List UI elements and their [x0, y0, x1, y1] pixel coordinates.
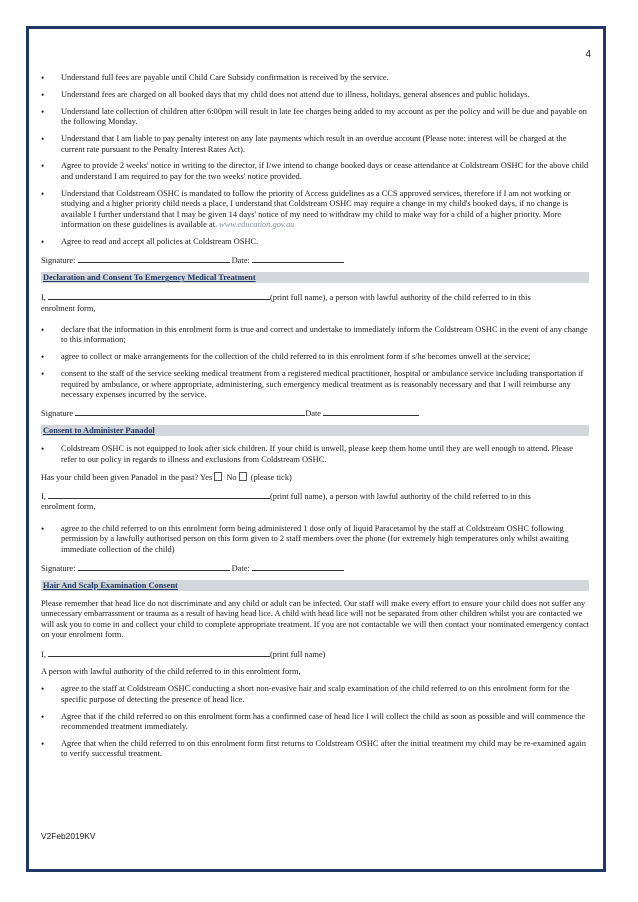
guidelines-link[interactable]: www.education.gov.au [219, 219, 295, 229]
list-item: • Understand that I am liable to pay penalty interest on any late payments which result in an overdue account (Please note: interest will be charged at the current rate pursuant to the Penalty Interest Rates Act). [41, 134, 589, 155]
list-item: • Agree to read and accept all policies at Coldstream OSHC. [41, 237, 589, 247]
list-item: • Understand full fees are payable until Child Care Subsidy confirmation is received by the service. [41, 73, 589, 83]
section-heading: Declaration and Consent To Emergency Medical Treatment [43, 273, 256, 283]
signature-label: Signature: [41, 255, 76, 265]
tick-note: (please tick) [250, 472, 292, 482]
fees-terms-list [41, 73, 589, 247]
signature-label: Signature [41, 408, 74, 418]
date-field[interactable] [252, 562, 344, 571]
list-item: • Understand late collection of children after 6:00pm will result in late fee charges being added to my account as per the policy and will be due and payable on the following Monday. [41, 107, 589, 128]
list-item: • Agree that if the child referred to on this enrolment form has a confirmed case of head lice I will collect the child as soon as possible and will commence the recommended treatment immediately. [41, 712, 589, 733]
signature-field[interactable] [78, 562, 230, 571]
question-text: Has your child been given Panadol in the past? [41, 472, 199, 482]
page-frame [26, 26, 606, 872]
no-label: No [226, 472, 237, 482]
intro-suffix: (print full name), a person with lawful authority of the child referred to in this [269, 293, 531, 303]
signature-row [41, 562, 589, 574]
list-item: • agree to the staff at Coldstream OSHC conducting a short non-evasive hair and scalp examination of the child referred to on this enrolment form for the specific purpose of detecting the presence of head lice. [41, 684, 589, 705]
panadol-question [41, 472, 589, 483]
panadol-intro [41, 490, 589, 513]
yes-checkbox[interactable] [214, 472, 222, 481]
headlice-paragraph: Please remember that head lice do not discriminate and any child or adult can be infected. Our staff will make every effort to ensure your child does not suffer any unnecessary embarrassment or trauma as a result of having head lice. A child with head lice will not be separated from other children whilst you are contacted we will ask you to come in and collect your child to complete appropriate treatment. If you are not contactable we will then contact your nominated emergency contact on your enrolment form. [41, 599, 589, 640]
intro-continued: enrolment form, [41, 303, 96, 313]
signature-row [41, 254, 589, 266]
priority-text: Understand that Coldstream OSHC is mandated to follow the priority of Access guidelines as a CCS approved services, therefore if I am not working or studying and a higher priority child needs a place, I understand that Coldstream OSHC may require a change in my child's booked days, if no change is available I further understand that I may be given 14 days' notice of my need to withdraw my child to make way for a child of a higher priority. More information on these guidelines is available at. [61, 188, 571, 229]
date-label: Date: [231, 563, 250, 573]
date-field[interactable] [323, 407, 419, 416]
list-item: • Understand fees are charged on all booked days that my child does not attend due to illness, holidays, general absences and public holidays. [41, 90, 589, 100]
yes-label: Yes [200, 472, 213, 482]
intro-prefix: I, [41, 649, 46, 659]
signature-label: Signature: [41, 563, 76, 573]
signature-field[interactable] [78, 254, 230, 263]
signature-row [41, 407, 589, 419]
no-checkbox[interactable] [239, 472, 247, 481]
date-label: Date: [231, 255, 250, 265]
signature-field[interactable] [75, 407, 305, 416]
intro-prefix: I, [41, 293, 46, 303]
page-content [41, 73, 589, 766]
headlice-list [41, 684, 589, 759]
intro-continued: enrolment form, [41, 502, 96, 512]
page-number: 4 [585, 49, 591, 60]
emergency-list [41, 325, 589, 400]
list-item: • agree to the child referred to on this enrolment form being administered 1 dose only of liquid Paracetamol by the staff at Coldstream OSHC following permission by a lawfully authorised person on this form given to 2 staff members over the phone (for extremely high temperatures only whilst awaiting immediate collection of the child) [41, 524, 589, 555]
panadol-heading-band [41, 425, 589, 436]
section-heading: Consent to Administer Panadol [43, 426, 155, 436]
list-item: • Agree to provide 2 weeks' notice in writing to the director, if I/we intend to change booked days or cease attendance at Coldstream OSHC for the above child and understand I am required to pay for the two weeks' notice provided. [41, 161, 589, 182]
panadol-list [41, 444, 589, 465]
full-name-field[interactable] [48, 291, 270, 300]
date-label: Date [305, 408, 322, 418]
panadol-agree-list [41, 524, 589, 555]
full-name-field[interactable] [48, 490, 270, 499]
list-item: • declare that the information in this enrolment form is true and correct and undertake to immediately inform the Coldstream OSHC in the event of any change to this information; [41, 325, 589, 346]
list-item: • Agree that when the child referred to on this enrolment form first returns to Coldstream OSHC after the initial treatment my child may be re-examined again to verify successful treatment. [41, 739, 589, 760]
headlice-intro [41, 648, 589, 660]
date-field[interactable] [252, 254, 344, 263]
section-heading: Hair And Scalp Examination Consent [43, 581, 178, 590]
emergency-intro [41, 291, 589, 314]
list-item [41, 189, 589, 231]
version-footer: V2Feb2019KV [41, 831, 96, 841]
full-name-field[interactable] [48, 648, 270, 657]
intro-prefix: I, [41, 492, 46, 502]
emergency-heading-band [41, 272, 589, 283]
list-item: • Coldstream OSHC is not equipped to look after sick children. If your child is unwell, please keep them home until they are well enough to attend. Please refer to our policy in regards to illness and exclusions from Coldstream OSHC. [41, 444, 589, 465]
authority-text: A person with lawful authority of the child referred to in this enrolment form, [41, 667, 301, 677]
list-item: • agree to collect or make arrangements for the collection of the child referred to in this enrolment form if s/he becomes unwell at the service; [41, 352, 589, 362]
headlice-heading-band [41, 580, 589, 591]
intro-suffix: (print full name) [269, 649, 326, 659]
intro-suffix: (print full name), a person with lawful authority of the child referred to in this [269, 492, 531, 502]
list-item: • consent to the staff of the service seeking medical treatment from a registered medical practitioner, hospital or ambulance service including transportation if required by ambulance, or where appropriate, administering, such emergency medical treatment as is reasonably necessary and that I will reimburse any necessary expenses incurred by the service. [41, 369, 589, 400]
